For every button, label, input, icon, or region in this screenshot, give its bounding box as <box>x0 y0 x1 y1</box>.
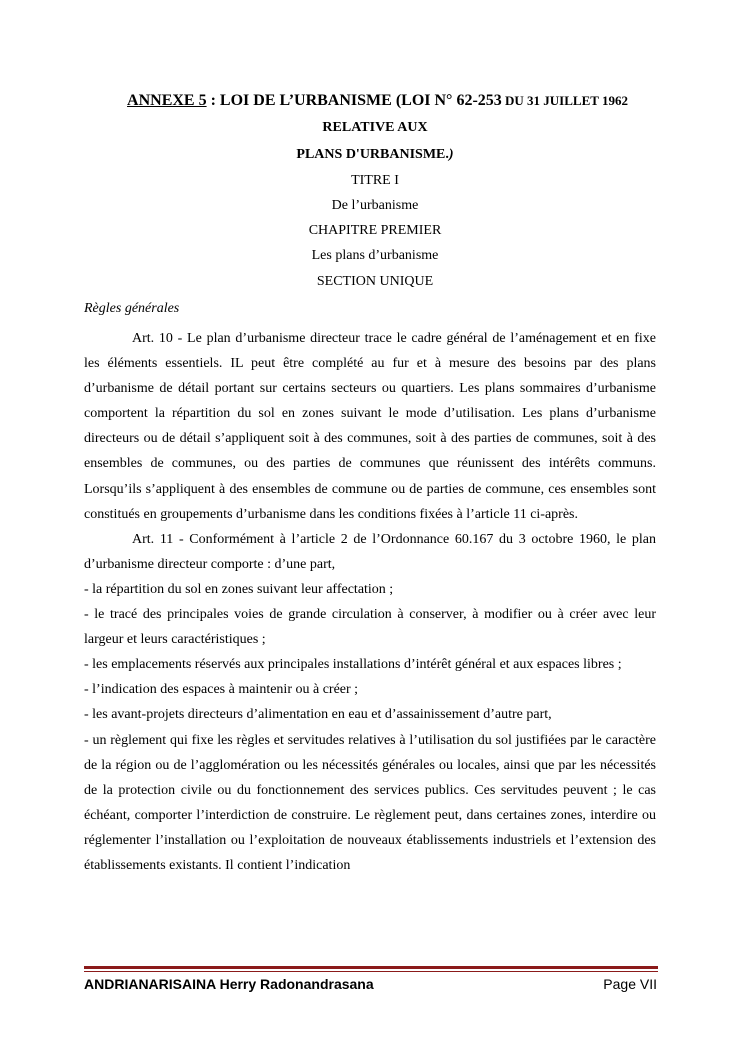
subtitle-line-2 <box>90 146 660 164</box>
title-separator: : <box>206 92 220 109</box>
subtitle-line-1: RELATIVE AUX <box>322 120 428 135</box>
footer-page-number: Page VII <box>603 976 657 992</box>
annex-title <box>90 91 665 111</box>
chapitre-name: Les plans d’urbanisme <box>311 248 439 263</box>
titre-name: De l’urbanisme <box>331 198 419 213</box>
law-title: LOI DE L’URBANISME (LOI N° 62-253 <box>219 92 502 109</box>
rules-heading: Règles générales <box>84 301 180 316</box>
footer-author: ANDRIANARISAINA Herry Radonandrasana <box>84 976 374 992</box>
subtitle-line-2-paren: ) <box>448 147 454 162</box>
footer-rule-thin <box>84 971 658 972</box>
chapitre-heading: CHAPITRE PREMIER <box>308 223 442 238</box>
list-item: - l’indication des espaces à maintenir ou à créer ; <box>84 682 359 698</box>
list-item: - les emplacements réservés aux principales installations d’intérêt général et aux espaces libres ; <box>84 657 622 673</box>
titre-heading: TITRE I <box>351 173 399 188</box>
footer-rule-thick <box>84 966 658 969</box>
paragraph-art-11: Art. 11 - Conformément à l’article 2 de l’Ordonnance 60.167 du 3 octobre 1960, le plan d’urbanisme directeur comporte : d’une part, <box>84 531 656 572</box>
section-heading: SECTION UNIQUE <box>316 274 434 289</box>
subtitle-line-2-text: PLANS D'URBANISME. <box>296 147 449 162</box>
paragraph-art-10: Art. 10 - Le plan d’urbanisme directeur trace le cadre général de l’aménagement et en fixe les éléments essentiels. IL peut être complété au fur et à mesure des besoins par des plans d’urbanisme de détail portant sur certains secteurs ou quartiers. Les plans sommaires d’urbanisme comportent la répartition du sol en zones suivant le mode d’utilisation. Les plans d’urbanisme directeurs ou de détail s’appliquent soit à des communes, soit à des parties de communes, soit à des ensembles de communes, ou des parties de communes que réunissent des intérêts communs. Lorsqu’ils s’appliquent à des ensembles de commune ou de parties de commune, ces ensembles sont constitués en groupements d’urbanisme dans les conditions fixées à l’article 11 ci-après. <box>84 331 656 522</box>
annex-number: ANNEXE 5 <box>127 92 207 109</box>
list-item: - la répartition du sol en zones suivant leur affectation ; <box>84 581 394 597</box>
list-item: - le tracé des principales voies de grande circulation à conserver, à modifier ou à créer avec leur largeur et leurs caractéristiques ; <box>84 607 656 648</box>
law-date: DU 31 JUILLET 1962 <box>501 93 628 108</box>
list-item: - un règlement qui fixe les règles et servitudes relatives à l’utilisation du sol justifiées par le caractère de la région ou de l’agglomération ou les nécessités générales ou locales, ainsi que par les nécessités de la protection civile ou du fonctionnement des services publics. Ces servitudes peuvent ; le cas échéant, comporter l’interdiction de construire. Le règlement peut, dans certaines zones, interdire ou réglementer l’installation ou l’exploitation de nouveaux établissements industriels et l’extension des établissements existants. Il contient l’indication <box>84 732 656 873</box>
body-text <box>84 326 656 878</box>
list-item: - les avant-projets directeurs d’alimentation en eau et d’assainissement d’autre part, <box>84 707 552 723</box>
